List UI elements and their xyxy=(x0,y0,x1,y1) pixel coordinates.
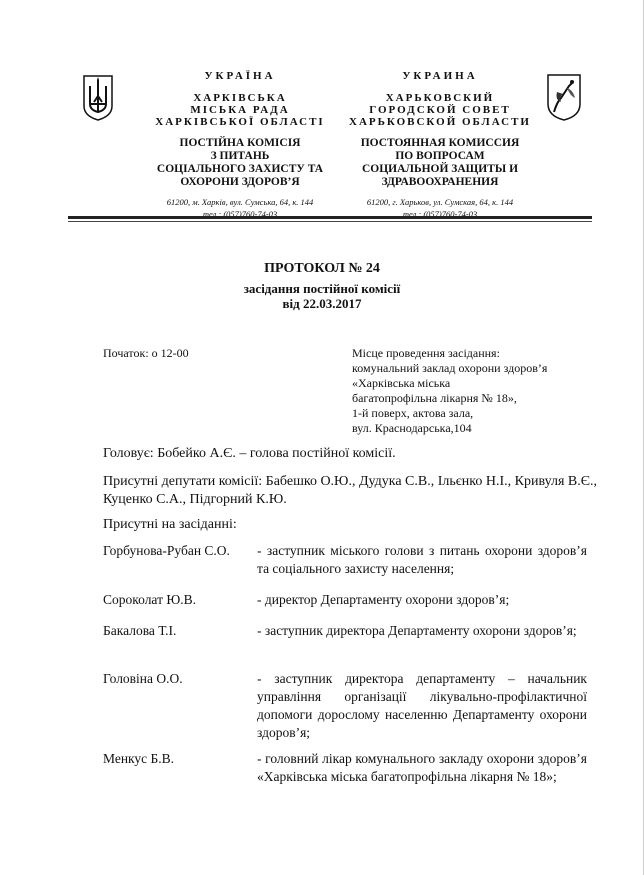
commission-ru-line-1: ПОСТОЯННАЯ КОМИССИЯ xyxy=(360,137,520,149)
commission-ru-line-4: ЗДРАВООХРАНЕНИЯ xyxy=(381,176,499,188)
attendee-role: - заступник міського голови з питань охорони здоров’я та соціального захисту населення; xyxy=(257,543,587,576)
commission-ru-line-2: ПО ВОПРОСАМ xyxy=(395,150,485,162)
protocol-date: від 22.03.2017 xyxy=(282,296,362,311)
venue-line: комунальний заклад охорони здоров’я xyxy=(352,361,548,375)
attendee-name: Головіна О.О. xyxy=(103,671,183,686)
country-ua: УКРАЇНА xyxy=(204,70,276,82)
attendee-role: - заступник директора департаменту – начальник управління організації лікувально-профілактичної допомоги дорослому населенню Департаменту охорони здоров’я; xyxy=(257,671,587,740)
attendee-name: Горбунова-Рубан С.О. xyxy=(103,543,230,558)
venue-line: багатопрофільна лікарня № 18», xyxy=(352,391,517,405)
header-ua xyxy=(140,70,340,189)
venue-line: вул. Краснодарська,104 xyxy=(352,421,472,435)
trident-emblem-icon xyxy=(80,72,116,122)
start-time: Початок: о 12-00 xyxy=(103,346,189,360)
commission-ua-line-2: З ПИТАНЬ xyxy=(210,150,270,162)
council-ua-line-3: ХАРКІВСЬКОЇ ОБЛАСТІ xyxy=(155,116,325,128)
attendee-role: - директор Департаменту охорони здоров’я; xyxy=(257,592,510,607)
members-paragraph: Присутні депутати комісії: Бабешко О.Ю., Дудука С.В., Ільєнко Н.І., Кривуля В.Є., Куценко С.А., Підгорний К.Ю. xyxy=(103,474,597,507)
venue-block xyxy=(352,346,547,436)
council-ua-line-1: ХАРКІВСЬКА xyxy=(193,92,287,104)
commission-ua-line-3: СОЦІАЛЬНОГО ЗАХИСТУ ТА xyxy=(156,163,324,175)
header-divider-thick xyxy=(68,216,592,219)
council-ru-line-3: ХАРЬКОВСКОЙ ОБЛАСТИ xyxy=(349,116,531,128)
attendee-name: Сороколат Ю.В. xyxy=(103,592,196,607)
attendee-name: Бакалова Т.І. xyxy=(103,623,177,638)
council-ru-line-2: ГОРОДСКОЙ СОВЕТ xyxy=(369,104,511,116)
header-ru xyxy=(335,70,545,189)
protocol-subtitle: засідання постійної комісії xyxy=(243,281,401,296)
commission-ru-line-3: СОЦИАЛЬНОЙ ЗАЩИТЫ И xyxy=(361,163,519,175)
commission-ua-line-1: ПОСТІЙНА КОМІСІЯ xyxy=(179,137,301,149)
phone-ua: тел.: (057)760-74-03 xyxy=(202,209,278,219)
country-ru: УКРАИНА xyxy=(402,70,478,82)
commission-ua-line-4: ОХОРОНИ ЗДОРОВ’Я xyxy=(180,176,300,188)
present-heading: Присутні на засіданні: xyxy=(103,517,237,532)
venue-line: «Харківська міська xyxy=(352,376,451,390)
protocol-title: ПРОТОКОЛ № 24 xyxy=(264,261,380,276)
chair-paragraph: Головує: Бобейко А.Є. – голова постійної комісії. xyxy=(103,446,396,461)
city-coat-of-arms-icon xyxy=(545,72,583,122)
venue-line: 1-й поверх, актова зала, xyxy=(352,406,474,420)
council-ua-line-2: МІСЬКА РАДА xyxy=(190,104,290,116)
attendee-name: Менкус Б.В. xyxy=(103,751,175,766)
address-ua-street: 61200, м. Харків, вул. Сумська, 64, к. 144 xyxy=(166,197,314,207)
attendee-role: - заступник директора Департаменту охорони здоров’я; xyxy=(257,623,577,638)
header-divider-thin xyxy=(68,221,592,222)
phone-ru: тел.: (057)760-74-03 xyxy=(402,209,478,219)
venue-line: Місце проведення засідання: xyxy=(352,346,500,360)
attendee-role: - головний лікар комунального закладу охорони здоров’я «Харківська міська багатопрофільна лікарня № 18»; xyxy=(257,751,587,784)
address-ru-street: 61200, г. Харьков, ул. Сумская, 64, к. 144 xyxy=(366,197,514,207)
council-ru-line-1: ХАРЬКОВСКИЙ xyxy=(385,92,495,104)
